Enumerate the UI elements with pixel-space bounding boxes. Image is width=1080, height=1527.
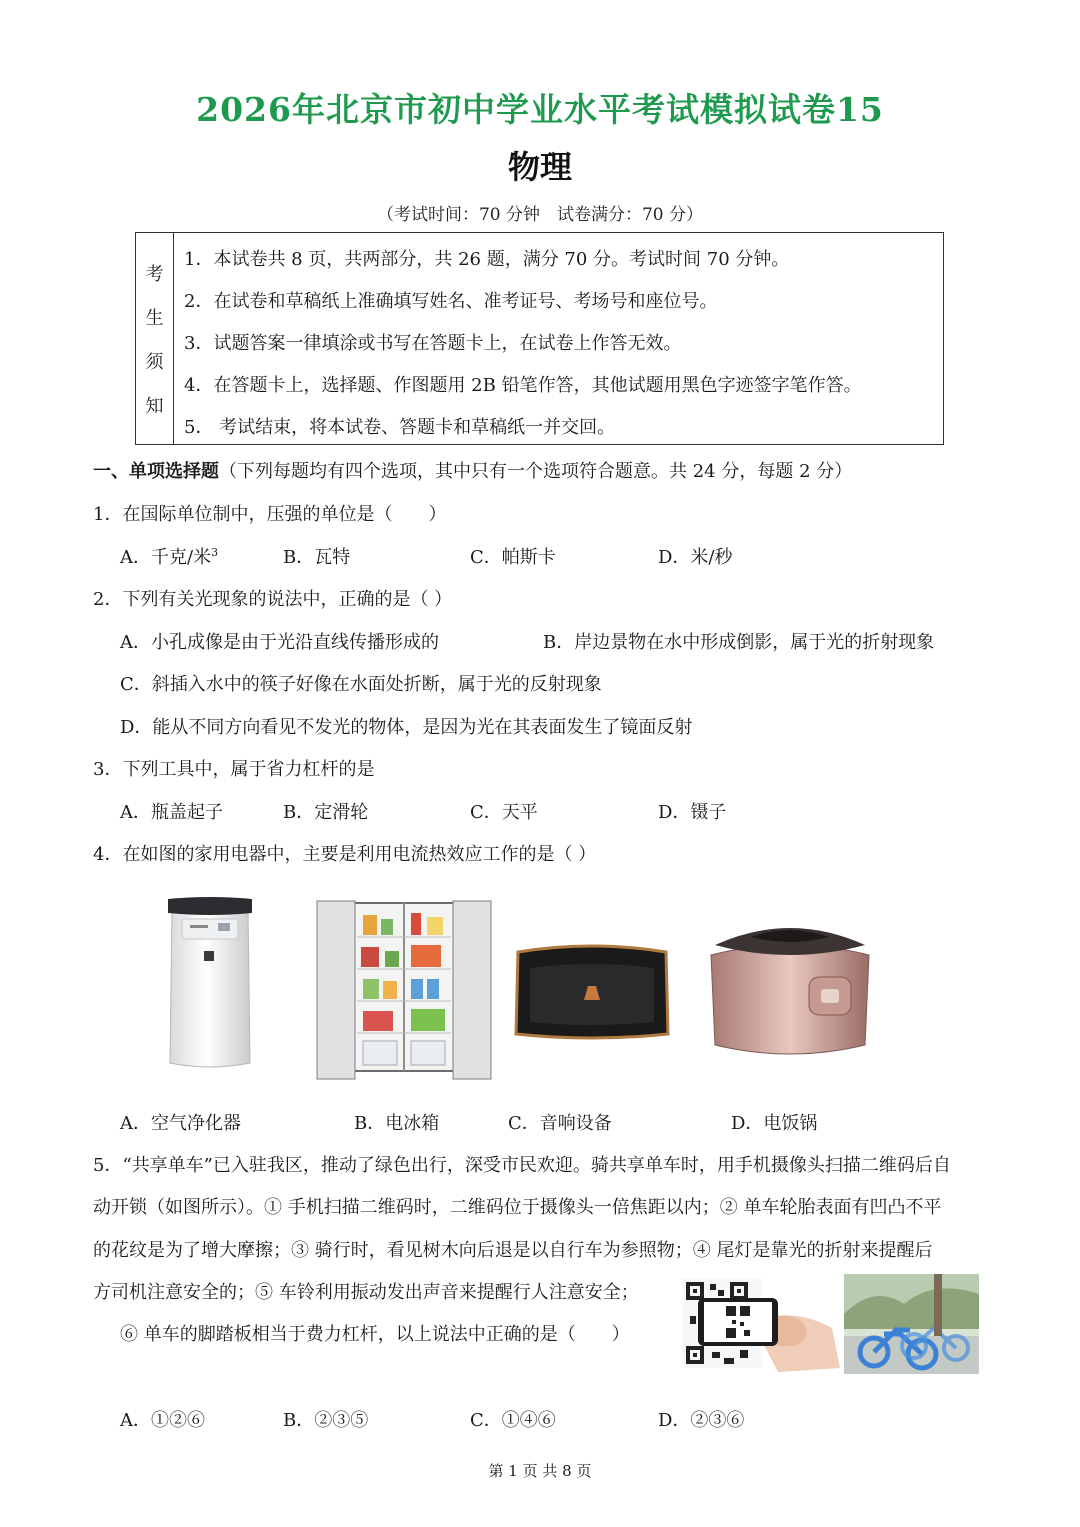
- shared-bicycle-image: [844, 1274, 979, 1374]
- q3-option-a: A．瓶盖起子: [120, 802, 223, 823]
- question-5-line: 方司机注意安全的；⑤ 车铃利用振动发出声音来提醒行人注意安全；: [93, 1282, 639, 1303]
- subject-title: 物理: [507, 148, 572, 186]
- question-4-stem: 4．在如图的家用电器中，主要是利用电流热效应工作的是（ ）: [93, 844, 597, 865]
- question-1-stem: 1．在国际单位制中，压强的单位是（ ）: [93, 504, 447, 525]
- q3-option-d: D．镊子: [658, 802, 727, 823]
- page-footer: 第 1 页 共 8 页: [488, 1462, 592, 1480]
- q5-option-b: B．②③⑤: [283, 1410, 369, 1431]
- air-purifier-image: [160, 895, 260, 1075]
- notice-label-char: 生: [145, 307, 164, 329]
- section-note: （下列每题均有四个选项，其中只有一个选项符合题意。共 24 分，每题 2 分）: [219, 461, 853, 482]
- notice-label-char: 知: [145, 395, 164, 417]
- q4-option-d: D．电饭锅: [731, 1113, 818, 1134]
- notice-item: 2．在试卷和草稿纸上准确填写姓名、准考证号、考场号和座位号。: [184, 291, 718, 312]
- q1-option-d: D．米/秒: [658, 547, 733, 568]
- q5-option-a: A．①②⑥: [120, 1410, 205, 1431]
- candidate-notice-box: [135, 232, 944, 445]
- superscript: 3: [211, 546, 219, 559]
- q2-option-b: B．岸边景物在水中形成倒影，属于光的折射现象: [543, 632, 935, 653]
- q4-option-b: B．电冰箱: [354, 1113, 440, 1134]
- speaker-image: [512, 938, 672, 1048]
- q3-option-b: B．定滑轮: [283, 802, 369, 823]
- q2-option-a: A．小孔成像是由于光沿直线传播形成的: [120, 632, 439, 653]
- q5-option-c: C．①④⑥: [470, 1410, 556, 1431]
- q2-option-c: C．斜插入水中的筷子好像在水面处折断，属于光的反射现象: [120, 674, 602, 695]
- question-2-stem: 2．下列有关光现象的说法中，正确的是（ ）: [93, 589, 453, 610]
- qr-scan-image: [682, 1276, 842, 1376]
- refrigerator-image: [315, 897, 493, 1087]
- section-heading: [93, 457, 852, 483]
- notice-label: [136, 233, 174, 444]
- q4-option-a: A．空气净化器: [120, 1113, 241, 1134]
- q5-option-d: D．②③⑥: [658, 1410, 745, 1431]
- question-5-line: 的花纹是为了增大摩擦；③ 骑行时，看见树木向后退是以自行车为参照物；④ 尾灯是靠光的折射来提醒后: [93, 1240, 933, 1261]
- notice-label-char: 考: [145, 263, 164, 285]
- notice-label-char: 须: [145, 351, 164, 373]
- q2-option-d: D．能从不同方向看见不发光的物体，是因为光在其表面发生了镜面反射: [120, 717, 693, 738]
- q1-option-b: B．瓦特: [283, 547, 351, 568]
- section-title: 一、单项选择题: [93, 461, 219, 482]
- question-5-line: ⑥ 单车的脚踏板相当于费力杠杆，以上说法中正确的是（ ）: [120, 1324, 630, 1345]
- notice-item: 3．试题答案一律填涂或书写在答题卡上，在试卷上作答无效。: [184, 333, 682, 354]
- notice-item: 1．本试卷共 8 页，共两部分，共 26 题，满分 70 分。考试时间 70 分钟。: [184, 249, 790, 270]
- q3-option-c: C．天平: [470, 802, 538, 823]
- question-3-stem: 3．下列工具中，属于省力杠杆的是: [93, 759, 375, 780]
- notice-item: 4．在答题卡上，选择题、作图题用 2B 铅笔作答，其他试题用黑色字迹签字笔作答。: [184, 375, 862, 396]
- q1-option-a: A．千克/米$^3$: [120, 546, 219, 568]
- exam-title: 2026年北京市初中学业水平考试模拟试卷15: [196, 90, 884, 129]
- notice-item: 5． 考试结束，将本试卷、答题卡和草稿纸一并交回。: [184, 417, 616, 438]
- rice-cooker-image: [705, 915, 875, 1065]
- q4-option-c: C．音响设备: [508, 1113, 612, 1134]
- question-5-line: 5．“共享单车”已入驻我区，推动了绿色出行，深受市民欢迎。骑共享单车时，用手机摄像头扫描二维码后自: [93, 1155, 951, 1176]
- question-5-line: 动开锁（如图所示）。① 手机扫描二维码时，二维码位于摄像头一倍焦距以内；② 单车轮胎表面有凹凸不平: [93, 1197, 942, 1218]
- exam-meta: （考试时间：70 分钟 试卷满分：70 分）: [376, 205, 704, 225]
- q1-option-c: C．帕斯卡: [470, 547, 556, 568]
